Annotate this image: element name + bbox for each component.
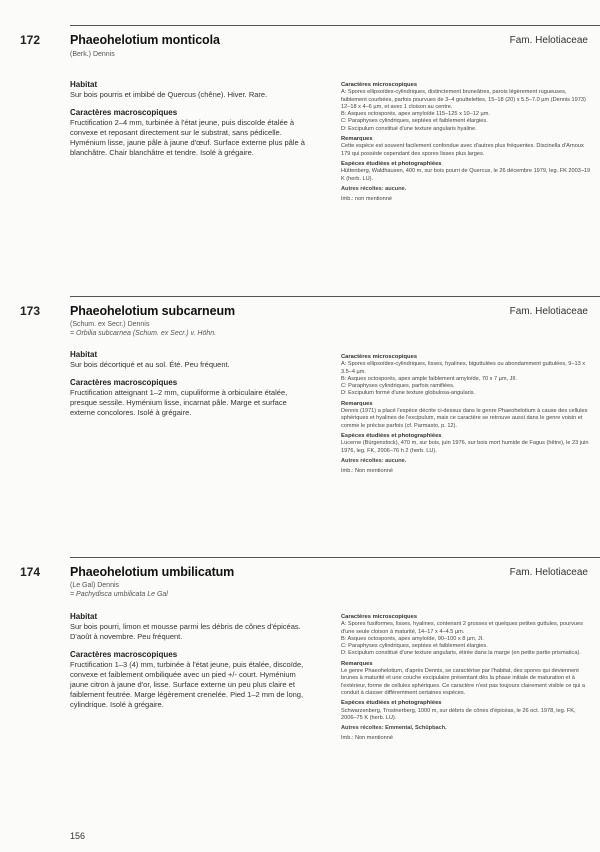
micro-line: C: Paraphyses cylindriques, septées et faiblement élargies. xyxy=(341,118,488,125)
synonym-line: = Orbilia subcarnea (Schum. ex Secr.) v. Höhn. xyxy=(70,330,217,337)
micro-line: C: Paraphyses cylindriques, parfois ramifiées. xyxy=(341,383,455,390)
author-line: (Schum. ex Secr.) Dennis xyxy=(70,321,150,328)
studied-heading: Espèces étudiées et photographiées xyxy=(341,160,442,167)
micro-line: B: Asques octosporés, apex ample faiblement amyloïde, 70 x 7 µm, JII. xyxy=(341,375,518,382)
habitat-text: Sur bois pourri, limon et mousse parmi les débris de cônes d'épicéas. D'août à novembre. Peu fréquent. xyxy=(70,622,301,641)
micro-line: B: Asques octosporés, apex amyloïde 115–125 x 10–12 µm. xyxy=(341,111,490,118)
species-title: Phaeohelotium umbilicatum xyxy=(70,565,235,579)
remarks-heading: Remarques xyxy=(341,660,373,667)
family-label: Fam. Helotiaceae xyxy=(509,306,588,317)
page-number: 156 xyxy=(70,831,86,841)
species-title: Phaeohelotium monticola xyxy=(70,33,220,47)
entry-divider xyxy=(70,25,600,26)
other-records: Autres récoltes: aucune. xyxy=(341,185,407,192)
macro-text: Fructification 2–4 mm, turbinée à l'état jeune, puis discoïde étalée à convexe et reposant directement sur le substrat, sans pédicelle. Hyménium lisse, jaune pâle à jaune d'œuf. Surface externe plus pâle à blanchâtre. Chair blanchâtre et tendre. Isolé à grégaire. xyxy=(70,118,305,157)
macro-heading: Caractères macroscopiques xyxy=(70,108,178,117)
entry-number: 174 xyxy=(20,565,41,579)
micro-line: C: Paraphyses cylindriques, septées et faiblement élargies. xyxy=(341,643,488,650)
micro-line: A: Spores fusiformes, lisses, hyalines, contenant 2 grosses et quelques petites guttules, pourvues d'une seule cloison à maturité, 14–17 x 4–4.5 µm. xyxy=(341,621,583,635)
iconography: Imb.: non mentionné xyxy=(341,196,392,203)
habitat-heading: Habitat xyxy=(70,612,98,621)
studied-text: Hüttenberg, Waldhausen, 400 m, sur bois pourri de Quercus, le 26 décembre 1979, leg. FK 2003–19 K (herb. LU). xyxy=(341,168,591,182)
left-column xyxy=(70,80,310,162)
micro-list xyxy=(341,89,591,133)
author-line: (Le Gal) Dennis xyxy=(70,582,120,589)
remarks-heading: Remarques xyxy=(341,400,373,407)
entry-number: 173 xyxy=(20,304,41,318)
synonym-line: = Pachydisca umbilicata Le Gal xyxy=(70,591,168,598)
micro-list xyxy=(341,621,591,657)
species-author xyxy=(70,581,168,599)
macro-text: Fructification atteignant 1–2 mm, cupuliforme à orbiculaire étalée, presque sessile. Hyménium lisse, incarnat pâle. Marge et surface externe concolores. Isolé à grégaire. xyxy=(70,388,288,417)
entry-divider xyxy=(70,296,600,297)
macro-heading: Caractères macroscopiques xyxy=(70,650,178,659)
studied-text: Lucerne (Bürgenstock), 470 m, sur bois, juin 1976, sur bois mort humide de Fagus (hêtre), le 23 juin 1976, leg. FK, 2006–76 h 2 (herb. LU). xyxy=(341,440,589,454)
micro-line: A: Spores ellipsoïdes-cylindriques, distinctement bruneâtres, parois légèrement rugueuses, faiblement courbées, parfois pourvues de 3–4 gouttelettes, 15–18 (20) x 5.5–7.0 µm (Dennis 1973) 12–18 x 4–6 µm, et avec 1 cloison au centre. xyxy=(341,89,586,110)
remarks-text: Le genre Phaeohelotium, d'après Dennis, se caractérise par l'habitat, des spores qui deviennent brunes à maturité et une couche excipulaire présentant dès la phase initiale de maturation et à l'extérieur, forme de cellules sphériques. Ce caractère n'est pas toujours clairement visible ce qui a conduit à classer différemment certaines espèces. xyxy=(341,668,586,696)
iconography: Imb.: Non mentionné xyxy=(341,468,393,475)
macro-text: Fructification 1–3 (4) mm, turbinée à l'état jeune, puis étalée, discoïde, convexe et faiblement ombiliquée avec un pied +/- court. Hyménium jaune citron à jaune d'or, lisse. Surface externe un peu plus claire et faiblement feutrée. Marge légèrement crenelée. Pied 1–2 mm de long, cylindrique. Isolé à grégaire. xyxy=(70,660,304,709)
remarks-text: Cette espèce est souvent facilement confondue avec d'autres plus fréquentes. Discinella d'Arnoux 179 qui possède cependant des spores lisses plus larges. xyxy=(341,143,584,157)
studied-heading: Espèces étudiées et photographiées xyxy=(341,700,442,707)
right-column xyxy=(341,614,591,746)
family-label: Fam. Helotiaceae xyxy=(509,35,588,46)
species-author xyxy=(70,320,216,338)
habitat-heading: Habitat xyxy=(70,350,98,359)
right-column xyxy=(341,354,591,478)
studied-heading: Espèces étudiées et photographiées xyxy=(341,432,442,439)
studied-text: Schwarzenberg, Trostnerberg, 1000 m, sur débris de cônes d'épicéas, le 26 oct. 1978, leg. FK, 2006–75 K (herb. LU). xyxy=(341,707,576,721)
remarks-text: Dennis (1971) a placé l'espèce décrite ci-dessus dans le genre Phaeohelotium à cause des cellules sphériques et hyalines de l'excipulum, mais ce caractère se retrouve aussi dans le genre voisin et comme le précise parfois (cf. Parmasto, p. 12). xyxy=(341,408,588,429)
other-records: Autres récoltes: Emmental, Schüpbach. xyxy=(341,725,447,732)
habitat-text: Sur bois pourris et imbibé de Quercus (chêne). Hiver. Rare. xyxy=(70,90,268,99)
remarks-heading: Remarques xyxy=(341,136,373,143)
micro-heading: Caractères microscopiques xyxy=(341,82,418,88)
other-records: Autres récoltes: aucune. xyxy=(341,457,407,464)
entry-number: 172 xyxy=(20,33,41,47)
species-author xyxy=(70,50,115,59)
right-column xyxy=(341,82,591,206)
left-column xyxy=(70,612,310,714)
micro-heading: Caractères microscopiques xyxy=(341,614,418,620)
left-column xyxy=(70,350,310,422)
micro-line: A: Spores ellipsoïdes-cylindriques, lisses, hyalines, biguttulées ou abondamment guttulées, 9–13 x 3.5–4 µm. xyxy=(341,361,586,375)
micro-heading: Caractères microscopiques xyxy=(341,354,418,360)
habitat-text: Sur bois décortiqué et au sol. Été. Peu fréquent. xyxy=(70,360,230,369)
macro-heading: Caractères macroscopiques xyxy=(70,378,178,387)
author-line: (Berk.) Dennis xyxy=(70,51,115,58)
micro-list xyxy=(341,361,591,397)
micro-line: B: Asques octosporés, apex amyloïde, 90–100 x 8 µm, JI. xyxy=(341,635,484,642)
micro-line: D: Excipulum constitué d'une texture angularis hyaline. xyxy=(341,125,477,132)
family-label: Fam. Helotiaceae xyxy=(509,567,588,578)
micro-line: D: Excipulum constitué d'une texture angularis, étirée dans la marge (en petite partie prismatica). xyxy=(341,650,581,657)
species-title: Phaeohelotium subcarneum xyxy=(70,304,235,318)
iconography: Imb.: Non mentionné xyxy=(341,735,393,742)
micro-line: D: Excipulum formé d'une texture globulosa-angularis. xyxy=(341,390,476,397)
entry-divider xyxy=(70,557,600,558)
habitat-heading: Habitat xyxy=(70,80,98,89)
